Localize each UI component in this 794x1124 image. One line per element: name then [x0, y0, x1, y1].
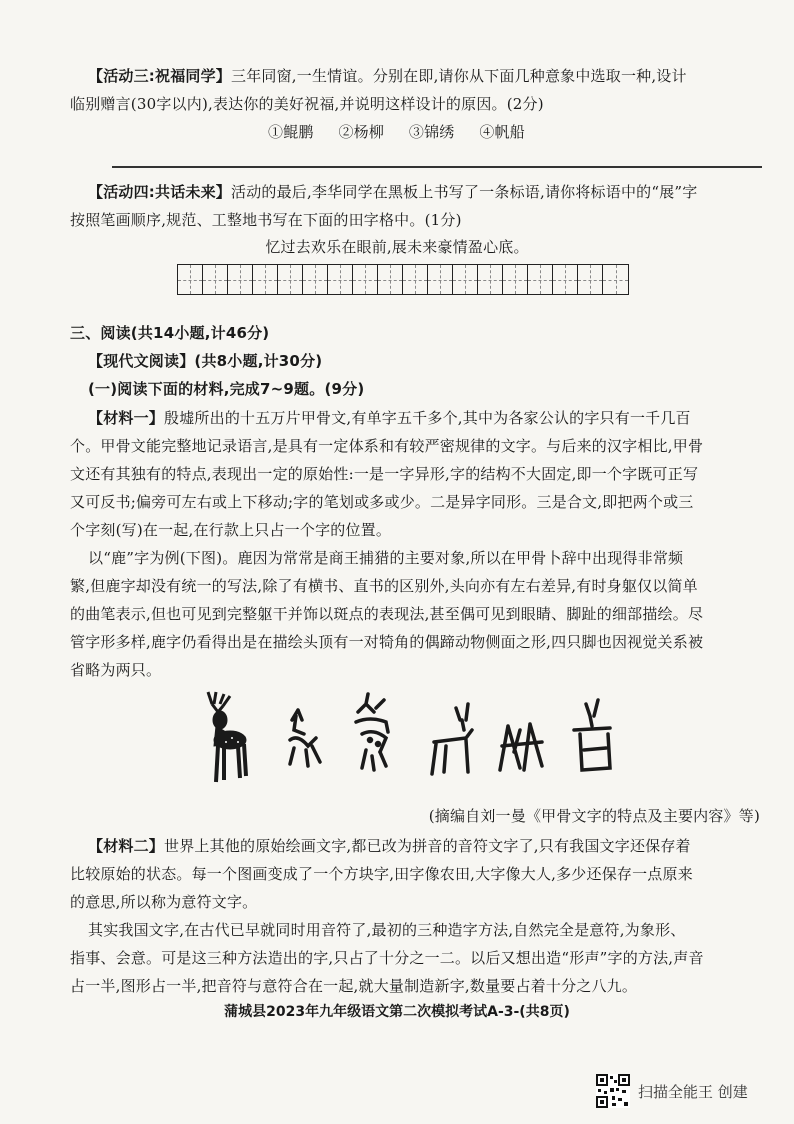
activity4-line1: 【活动四:共话未来】活动的最后,李华同学在黑板上书写了一条标语,请你将标语中的“展”字 — [88, 183, 698, 201]
material1-para2-line3: 的曲笔表示,但也可见到完整躯干并饰以斑点的表现法,甚至偶可见到眼睛、脚趾的细部描绘。尽 — [70, 605, 704, 623]
grid-cell[interactable] — [278, 265, 303, 294]
grid-cell[interactable] — [328, 265, 353, 294]
material2-line2: 比较原始的状态。每一个图画变成了一个方块字,田字像农田,大字像大人,多少还保存一点原来 — [70, 865, 693, 883]
grid-cell[interactable] — [428, 265, 453, 294]
deer-picture-icon — [208, 692, 246, 782]
section3-part1: (一)阅读下面的材料,完成7~9题。(9分) — [88, 380, 365, 398]
material2-para2-line1: 其实我国文字,在古代已早就同时用音符了,最初的三种造字方法,自然完全是意符,为象形、 — [88, 921, 686, 939]
section-divider — [112, 166, 762, 168]
material2-line1: 【材料二】世界上其他的原始绘画文字,都已改为拼音的音符文字了,只有我国文字还保存着 — [88, 837, 691, 855]
grid-cell[interactable] — [353, 265, 378, 294]
material1-para2-line1: 以“鹿”字为例(下图)。鹿因为常常是商王捕猎的主要对象,所以在甲骨卜辞中出现得非常频 — [88, 549, 684, 567]
deer-glyph-3-icon — [432, 704, 472, 774]
grid-cell[interactable] — [503, 265, 528, 294]
section3-heading: 三、阅读(共14小题,计46分) — [70, 324, 270, 342]
grid-cell[interactable] — [478, 265, 503, 294]
material2-para2-line2: 指事、会意。可是这三种方法造出的字,只占了十分之一二。以后又想出造“形声”字的方法,声音 — [70, 949, 704, 967]
grid-cell[interactable] — [578, 265, 603, 294]
material1-line4: 又可反书;偏旁可左右或上下移动;字的笔划或多或少。二是异字同形。三是合文,即把两个或三 — [70, 493, 694, 511]
activity4-line2: 按照笔画顺序,规范、工整地书写在下面的田字格中。(1分) — [70, 211, 462, 229]
section3-subheading: 【现代文阅读】(共8小题,计30分) — [88, 352, 323, 370]
deer-glyph-5-icon — [574, 700, 610, 770]
material1-line3: 文还有其独有的特点,表现出一定的原始性:一是一字异形,字的结构不大固定,即一个字既可正写 — [70, 465, 699, 483]
grid-cell[interactable] — [553, 265, 578, 294]
material1-label: 【材料一】 — [88, 409, 165, 427]
deer-glyph-4-icon — [500, 724, 542, 770]
scanner-watermark — [596, 1074, 748, 1108]
material1-para2-line4: 管字形多样,鹿字仍看得出是在描绘头顶有一对犄角的偶蹄动物侧面之形,四只脚也因视觉关系被 — [70, 633, 704, 651]
grid-cell[interactable] — [253, 265, 278, 294]
activity3-line1: 【活动三:祝福同学】三年同窗,一生情谊。分别在即,请你从下面几种意象中选取一种,设计 — [88, 67, 687, 85]
material2-line3: 的意思,所以称为意符文字。 — [70, 893, 258, 911]
page-footer: 蒲城县2023年九年级语文第二次模拟考试A-3-(共8页) — [224, 1004, 570, 1020]
grid-cell[interactable] — [528, 265, 553, 294]
grid-cell[interactable] — [403, 265, 428, 294]
grid-cell[interactable] — [178, 265, 203, 294]
qr-code-icon — [596, 1074, 630, 1108]
activity3-title: 【活动三:祝福同学】 — [88, 67, 231, 85]
grid-cell[interactable] — [203, 265, 228, 294]
activity4-slogan: 忆过去欢乐在眼前,展未来豪情盈心底。 — [265, 238, 529, 256]
activity3-line2: 临别赠言(30字以内),表达你的美好祝福,并说明这样设计的原因。(2分) — [70, 95, 544, 113]
material1-line5: 个字刻(写)在一起,在行款上只占一个字的位置。 — [70, 521, 392, 539]
material1-para2-line2: 繁,但鹿字却没有统一的写法,除了有横书、直书的区别外,头向亦有左右差异,有时身躯仅以简单 — [70, 577, 698, 595]
material2-label: 【材料二】 — [88, 837, 165, 855]
material2-para2-line3: 占一半,图形占一半,把音符与意符合在一起,就大量制造新字,数量要占着十分之八九。 — [70, 977, 638, 995]
material1-line1: 【材料一】殷墟所出的十五万片甲骨文,有单字五千多个,其中为各家公认的字只有一千几百 — [88, 409, 691, 427]
deer-oracle-figures — [190, 690, 620, 790]
grid-cell[interactable] — [303, 265, 328, 294]
deer-glyph-2-icon — [356, 694, 388, 770]
scanner-label: 扫描全能王 创建 — [638, 1082, 748, 1101]
tianzige-grid[interactable] — [177, 264, 629, 295]
grid-cell[interactable] — [228, 265, 253, 294]
grid-cell[interactable] — [378, 265, 403, 294]
material1-line2: 个。甲骨文能完整地记录语言,是具有一定体系和有较严密规律的文字。与后来的汉字相比,甲骨 — [70, 437, 704, 455]
material1-source: (摘编自刘一曼《甲骨文字的特点及主要内容》等) — [428, 807, 760, 825]
grid-cell[interactable] — [603, 265, 628, 294]
grid-cell[interactable] — [453, 265, 478, 294]
deer-glyph-1-icon — [290, 710, 320, 766]
material1-para2-line5: 省略为两只。 — [70, 661, 162, 679]
activity3-options: ①鲲鹏 ②杨柳 ③锦绣 ④帆船 — [268, 123, 525, 141]
activity4-title: 【活动四:共话未来】 — [88, 183, 231, 201]
